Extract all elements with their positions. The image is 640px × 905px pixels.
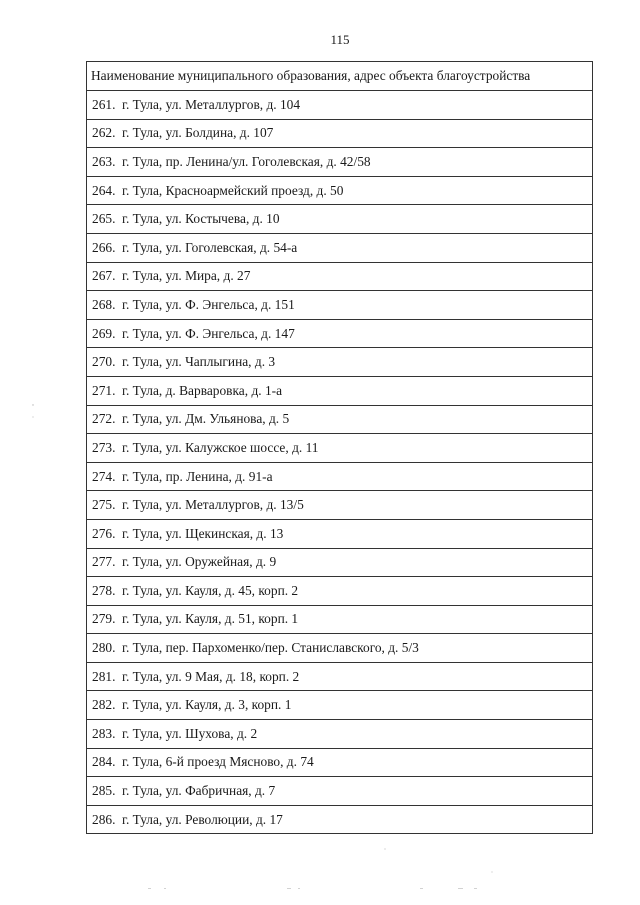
table-row [87,605,593,634]
row-number: 272. [92,411,116,427]
row-number: 271. [92,382,116,398]
table-row [87,691,593,720]
scan-speck [491,871,492,872]
row-number: 276. [92,525,116,541]
row-number: 284. [92,754,116,770]
table-row [87,577,593,606]
row-number: 263. [92,153,116,169]
table-row [87,405,593,434]
address-cell [87,462,593,491]
address-cell [87,805,593,834]
row-address: г. Тула, ул. Болдина, д. 107 [122,125,274,141]
address-cell [87,434,593,463]
table-row [87,634,593,663]
address-cell [87,548,593,577]
table-header: Наименование муниципального образования, адрес объекта благоустройства [87,62,593,91]
row-number: 285. [92,783,116,799]
address-cell [87,519,593,548]
row-address: г. Тула, ул. Ф. Энгельса, д. 151 [122,296,295,312]
row-number: 274. [92,468,116,484]
row-number: 278. [92,582,116,598]
row-address: г. Тула, ул. Чаплыгина, д. 3 [122,354,276,370]
row-address: г. Тула, пр. Ленина/ул. Гоголевская, д. 42/58 [122,153,371,169]
row-address: г. Тула, 6-й проезд Мясново, д. 74 [122,754,314,770]
row-address: г. Тула, ул. Щекинская, д. 13 [122,525,284,541]
row-number: 280. [92,640,116,656]
row-address: г. Тула, ул. Костычева, д. 10 [122,211,280,227]
table-row [87,662,593,691]
row-address: г. Тула, ул. Мира, д. 27 [122,268,251,284]
scan-speck [148,888,151,889]
address-cell [87,662,593,691]
row-address: г. Тула, ул. Ф. Энгельса, д. 147 [122,325,295,341]
address-cell [87,405,593,434]
address-cell [87,319,593,348]
table-row [87,720,593,749]
address-cell [87,577,593,606]
row-number: 279. [92,611,116,627]
table-row [87,805,593,834]
page-number: 115 [330,32,350,47]
row-address: г. Тула, ул. Металлургов, д. 13/5 [122,497,304,513]
scan-speck [458,888,463,889]
table-row [87,376,593,405]
address-cell [87,119,593,148]
table-row [87,176,593,205]
scan-speck [32,404,33,405]
row-number: 268. [92,296,116,312]
address-cell [87,605,593,634]
table-row [87,291,593,320]
address-cell [87,148,593,177]
scan-speck [164,888,166,889]
address-cell [87,634,593,663]
row-number: 265. [92,211,116,227]
address-cell [87,176,593,205]
table-row [87,462,593,491]
scan-speck [287,888,291,889]
table-row [87,491,593,520]
scan-speck [32,416,33,417]
address-cell [87,376,593,405]
address-cell [87,691,593,720]
table-row [87,748,593,777]
row-number: 277. [92,554,116,570]
row-address: г. Тула, д. Варваровка, д. 1-а [122,382,283,398]
address-table [86,61,593,834]
row-number: 286. [92,811,116,827]
table-row [87,548,593,577]
table-row [87,91,593,120]
table-row [87,148,593,177]
table-row [87,777,593,806]
row-number: 282. [92,697,116,713]
table-row [87,119,593,148]
table-row [87,434,593,463]
row-address: г. Тула, пер. Пархоменко/пер. Станиславского, д. 5/3 [122,640,419,656]
row-number: 262. [92,125,116,141]
scan-speck [384,848,385,849]
address-cell [87,233,593,262]
address-cell [87,491,593,520]
row-number: 269. [92,325,116,341]
row-number: 264. [92,182,116,198]
row-address: г. Тула, ул. Кауля, д. 51, корп. 1 [122,611,299,627]
row-address: г. Тула, ул. Фабричная, д. 7 [122,783,276,799]
address-cell [87,262,593,291]
row-number: 281. [92,668,116,684]
row-address: г. Тула, ул. Кауля, д. 45, корп. 2 [122,582,299,598]
row-number: 275. [92,497,116,513]
table-row [87,233,593,262]
row-address: г. Тула, Красноармейский проезд, д. 50 [122,182,344,198]
table-row [87,519,593,548]
table-row [87,319,593,348]
row-address: г. Тула, ул. Шухова, д. 2 [122,725,258,741]
address-cell [87,748,593,777]
row-address: г. Тула, ул. Металлургов, д. 104 [122,96,301,112]
address-cell [87,348,593,377]
row-address: г. Тула, ул. Революции, д. 17 [122,811,283,827]
row-address: г. Тула, ул. Калужское шоссе, д. 11 [122,439,319,455]
row-address: г. Тула, ул. Кауля, д. 3, корп. 1 [122,697,292,713]
scan-speck [474,888,477,889]
row-number: 273. [92,439,116,455]
scan-speck [298,888,300,889]
row-number: 261. [92,96,116,112]
row-address: г. Тула, ул. Дм. Ульянова, д. 5 [122,411,290,427]
row-number: 266. [92,239,116,255]
row-address: г. Тула, ул. 9 Мая, д. 18, корп. 2 [122,668,300,684]
row-address: г. Тула, ул. Гоголевская, д. 54-а [122,239,298,255]
address-cell [87,205,593,234]
row-number: 270. [92,354,116,370]
row-address: г. Тула, пр. Ленина, д. 91-а [122,468,273,484]
address-cell [87,777,593,806]
row-number: 283. [92,725,116,741]
table-row [87,262,593,291]
table-row [87,348,593,377]
address-cell [87,91,593,120]
address-cell [87,291,593,320]
row-number: 267. [92,268,116,284]
table-row [87,205,593,234]
row-address: г. Тула, ул. Оружейная, д. 9 [122,554,277,570]
table-body [87,91,593,834]
address-cell [87,720,593,749]
table-header-row [87,62,593,91]
scan-speck [420,888,423,889]
